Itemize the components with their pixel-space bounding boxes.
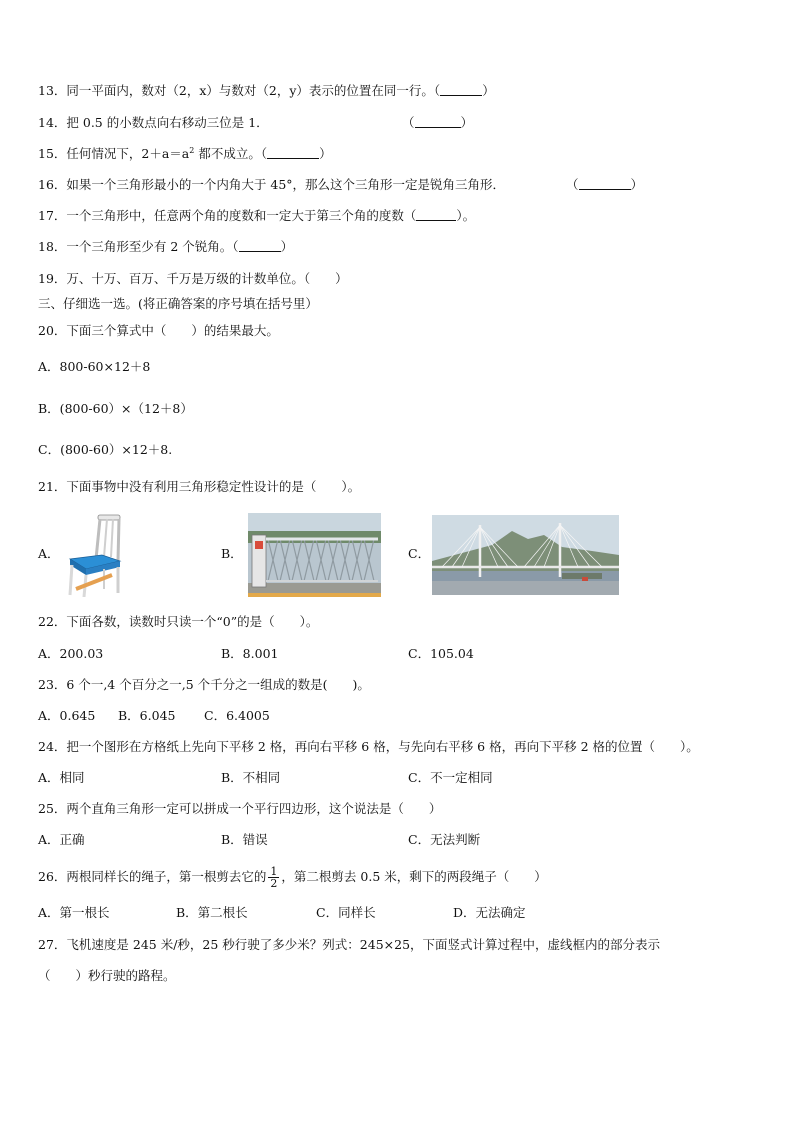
question-text: 两个直角三角形一定可以拼成一个平行四边形，这个说法是（ ） [66, 801, 442, 816]
question-25 [38, 801, 441, 817]
answer-blank[interactable] [440, 83, 482, 96]
option-c[interactable]: C．无法判断 [408, 832, 481, 847]
option-b[interactable]: B．(800-60）×（12＋8） [38, 401, 193, 416]
question-text: 一个三角形至少有 2 个锐角。（ [66, 239, 239, 254]
question-text: 任何情况下，2＋a＝a [66, 146, 190, 161]
fraction-denominator: 2 [270, 877, 278, 890]
option-b[interactable]: B．第二根长 [176, 905, 248, 920]
question-14 [38, 115, 269, 131]
question-number: 26． [38, 869, 67, 884]
question-number: 21． [38, 479, 67, 494]
question-number: 16． [38, 177, 67, 192]
answer-blank[interactable] [579, 177, 631, 190]
question-text: 下面三个算式中（ ）的结果最大。 [66, 323, 279, 338]
option-c-label[interactable]: C． [408, 546, 431, 561]
question-number: 13． [38, 83, 67, 98]
paren-close: ） [482, 83, 495, 98]
question-number: 14． [38, 115, 67, 130]
option-c[interactable]: C．不一定相同 [408, 770, 493, 785]
question-number: 19． [38, 271, 67, 286]
answer-blank[interactable] [416, 208, 456, 221]
question-text: 把 0.5 的小数点向右移动三位是 1． [66, 115, 269, 130]
question-text: 如果一个三角形最小的一个内角大于 45°，那么这个三角形一定是锐角三角形． [66, 177, 506, 192]
option-a[interactable]: A．800-60×12＋8 [38, 359, 151, 374]
chair-image[interactable] [62, 513, 126, 597]
question-number: 15． [38, 146, 67, 161]
question-22 [38, 614, 318, 630]
fraction-numerator: 1 [270, 865, 278, 878]
question-16-answer [566, 177, 643, 193]
option-c[interactable]: C．(800-60）×12＋8. [38, 442, 173, 457]
question-23 [38, 677, 370, 693]
paren-close: ） [280, 239, 294, 254]
question-19 [38, 271, 348, 287]
option-c[interactable]: C．同样长 [316, 905, 376, 920]
fraction-one-half [268, 866, 279, 889]
question-number: 27． [38, 937, 67, 952]
question-number: 24． [38, 739, 67, 754]
option-c[interactable]: C．105.04 [408, 646, 474, 661]
question-text: 把一个图形在方格纸上先向下平移 2 格，再向右平移 6 格，与先向右平移 6 格，再向下平移 2 格的位置（ ）。 [66, 739, 699, 754]
paren-close: ） [319, 146, 332, 161]
question-text: 万、十万、百万、千万是万级的计数单位。（ ） [66, 271, 348, 286]
option-b-label[interactable]: B． [221, 546, 243, 561]
question-26 [38, 866, 547, 889]
paren-close: ） [460, 115, 474, 130]
option-a[interactable]: A．正确 [38, 832, 85, 847]
option-a[interactable]: A．第一根长 [38, 905, 110, 920]
question-20 [38, 323, 279, 339]
option-c[interactable]: C．6.4005 [204, 708, 270, 723]
question-24 [38, 739, 699, 755]
question-13 [38, 83, 495, 99]
question-text: 两根同样长的绳子，第一根剪去它的 [66, 869, 267, 884]
question-text: 下面各数，读数时只读一个“0”的是（ ）。 [66, 614, 319, 629]
option-b[interactable]: B．6.045 [118, 708, 176, 723]
question-number: 22． [38, 614, 67, 629]
question-text: 同一平面内，数对（2，x）与数对（2，y）表示的位置在同一行。（ [66, 83, 441, 98]
option-a[interactable]: A．0.645 [38, 708, 96, 723]
question-text: 下面事物中没有利用三角形稳定性设计的是（ ）。 [66, 479, 361, 494]
question-text: 一个三角形中，任意两个角的度数和一定大于第三个角的度数（ [66, 208, 417, 223]
question-15 [38, 146, 332, 162]
section-heading: 三、仔细选一选。(将正确答案的序号填在括号里） [38, 296, 318, 311]
question-16 [38, 177, 505, 193]
question-number: 20． [38, 323, 67, 338]
question-text: 飞机速度是 245 米/秒，25 秒行驶了多少米？列式：245×25，下面竖式计算过程中，虚线框内的部分表示 [66, 937, 661, 952]
option-a-label[interactable]: A． [38, 546, 60, 561]
paren-close: ） [630, 177, 644, 192]
paren-close: ）。 [456, 208, 476, 223]
question-17 [38, 208, 475, 224]
option-b[interactable]: B．不相同 [221, 770, 281, 785]
question-27 [38, 937, 660, 953]
question-number: 23． [38, 677, 67, 692]
paren-open: （ [402, 115, 415, 130]
question-text-cont: 都不成立。（ [194, 146, 268, 161]
cable-stayed-bridge-image[interactable] [432, 515, 619, 595]
question-27-line2: （ ）秒行驶的路程。 [38, 968, 176, 983]
question-text: 6 个一,4 个百分之一,5 个千分之一组成的数是( )。 [66, 677, 370, 692]
question-21 [38, 479, 360, 495]
answer-blank[interactable] [267, 146, 319, 159]
option-a[interactable]: A．相同 [38, 770, 85, 785]
question-number: 25． [38, 801, 67, 816]
paren-open: （ [566, 177, 579, 192]
question-14-answer [402, 115, 473, 131]
option-b[interactable]: B．错误 [221, 832, 268, 847]
question-number: 17． [38, 208, 67, 223]
option-b[interactable]: B．8.001 [221, 646, 279, 661]
exponent: 2 [189, 146, 195, 155]
answer-blank[interactable] [239, 239, 281, 252]
answer-blank[interactable] [415, 115, 461, 128]
option-a[interactable]: A．200.03 [38, 646, 104, 661]
question-number: 18． [38, 239, 67, 254]
question-18 [38, 239, 293, 255]
option-d[interactable]: D．无法确定 [453, 905, 526, 920]
retractable-gate-image[interactable] [248, 513, 381, 597]
question-text-cont: ，第二根剪去 0.5 米，剩下的两段绳子（ ） [281, 869, 547, 884]
